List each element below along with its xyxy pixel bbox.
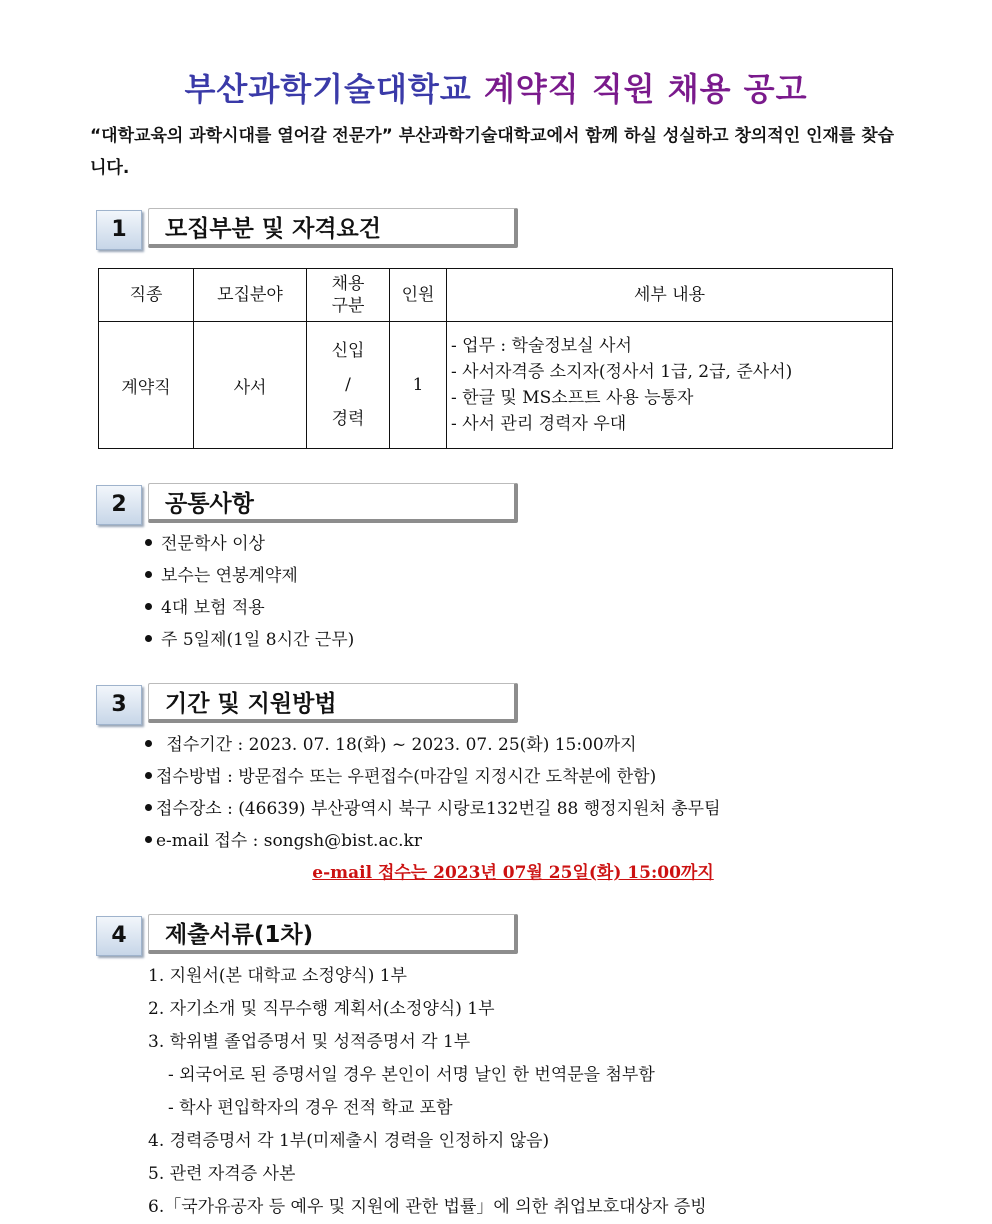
hire-kind-career: 경력 xyxy=(331,409,365,429)
detail-line: - 업무 : 학술정보실 사서 xyxy=(451,336,632,356)
list-item: 보수는 연봉계약제 xyxy=(145,560,354,592)
section-number: 2 xyxy=(96,485,142,525)
section-title: 제출서류(1차) xyxy=(148,914,518,954)
list-item: 3. 학위별 졸업증명서 및 성적증명서 각 1부 xyxy=(148,1032,471,1052)
table-row xyxy=(99,322,893,449)
list-item: - 학사 편입학자의 경우 전적 학교 포함 xyxy=(168,1098,453,1118)
bullet-icon xyxy=(145,804,152,811)
apply-list xyxy=(145,729,721,857)
title-notice: 계약직 직원 채용 공고 xyxy=(483,70,808,108)
list-item: 2. 자기소개 및 직무수행 계획서(소정양식) 1부 xyxy=(148,999,495,1019)
email-text: e-mail 접수 : songsh@bist.ac.kr xyxy=(156,831,422,851)
page-title xyxy=(0,64,992,110)
intro-text: “대학교육의 과학시대를 열어갈 전문가” 부산과학기술대학교에서 함께 하실 성실하고 창의적인 인재를 찾습니다. xyxy=(90,126,895,178)
recruitment-table xyxy=(98,268,893,449)
section-3-header xyxy=(96,683,526,729)
list-item: 6.「국가유공자 등 예우 및 지원에 관한 법률」에 의한 취업보호대상자 증빙 xyxy=(148,1197,707,1217)
cell-hire-kind xyxy=(307,322,390,449)
list-item: 4. 경력증명서 각 1부(미제출시 경력을 인정하지 않음) xyxy=(148,1131,550,1151)
list-item: - 외국어로 된 증명서일 경우 본인이 서명 날인 한 번역문을 첨부함 xyxy=(168,1065,655,1085)
cell-field: 사서 xyxy=(194,322,307,449)
list-item: 주 5일제(1일 8시간 근무) xyxy=(145,624,354,656)
header-count: 인원 xyxy=(390,269,447,322)
list-item: 5. 관련 자격증 사본 xyxy=(148,1164,296,1184)
cell-count: 1 xyxy=(390,322,447,449)
list-item: 접수장소 : (46639) 부산광역시 북구 시랑로132번길 88 행정지원처 총무팀 xyxy=(145,793,721,825)
bullet-icon xyxy=(145,635,152,642)
bullet-icon xyxy=(145,603,152,610)
list-item: 접수기간 : 2023. 07. 18(화) ~ 2023. 07. 25(화) 15:00까지 xyxy=(145,729,721,761)
hire-kind-slash: / xyxy=(345,375,351,395)
list-item: 접수방법 : 방문접수 또는 우편접수(마감일 지정시간 도착분에 한함) xyxy=(145,761,721,793)
header-field: 모집분야 xyxy=(194,269,307,322)
header-details: 세부 내용 xyxy=(447,269,893,322)
email-deadline-notice: e-mail 접수는 2023년 07월 25일(화) 15:00까지 xyxy=(312,863,714,883)
section-2-header xyxy=(96,483,526,529)
detail-line: - 사서자격증 소지자(정사서 1급, 2급, 준사서) xyxy=(451,362,793,382)
section-title: 공통사항 xyxy=(148,483,518,523)
cell-job-type: 계약직 xyxy=(99,322,194,449)
bullet-icon xyxy=(145,836,152,843)
bullet-icon xyxy=(145,571,152,578)
section-number: 4 xyxy=(96,916,142,956)
header-job-type: 직종 xyxy=(99,269,194,322)
section-title: 모집부분 및 자격요건 xyxy=(148,208,518,248)
detail-line: - 사서 관리 경력자 우대 xyxy=(451,414,627,434)
hire-kind-new: 신입 xyxy=(331,341,365,361)
section-number: 1 xyxy=(96,210,142,250)
bullet-icon xyxy=(145,539,152,546)
detail-line: - 한글 및 MS소프트 사용 능통자 xyxy=(451,388,694,408)
bullet-icon xyxy=(145,772,152,779)
section-1-header xyxy=(96,208,526,254)
bullet-icon xyxy=(145,740,152,747)
section-title: 기간 및 지원방법 xyxy=(148,683,518,723)
section-4-header xyxy=(96,914,526,960)
list-item: 1. 지원서(본 대학교 소정양식) 1부 xyxy=(148,966,407,986)
title-university: 부산과학기술대학교 xyxy=(184,70,472,108)
common-list xyxy=(145,528,354,656)
header-hire-kind: 채용 구분 xyxy=(307,269,390,322)
list-item: 전문학사 이상 xyxy=(145,528,354,560)
list-item: 4대 보험 적용 xyxy=(145,592,354,624)
documents-list xyxy=(148,960,707,1224)
list-item xyxy=(145,825,721,857)
cell-details xyxy=(447,322,893,449)
table-header-row xyxy=(99,269,893,322)
section-number: 3 xyxy=(96,685,142,725)
